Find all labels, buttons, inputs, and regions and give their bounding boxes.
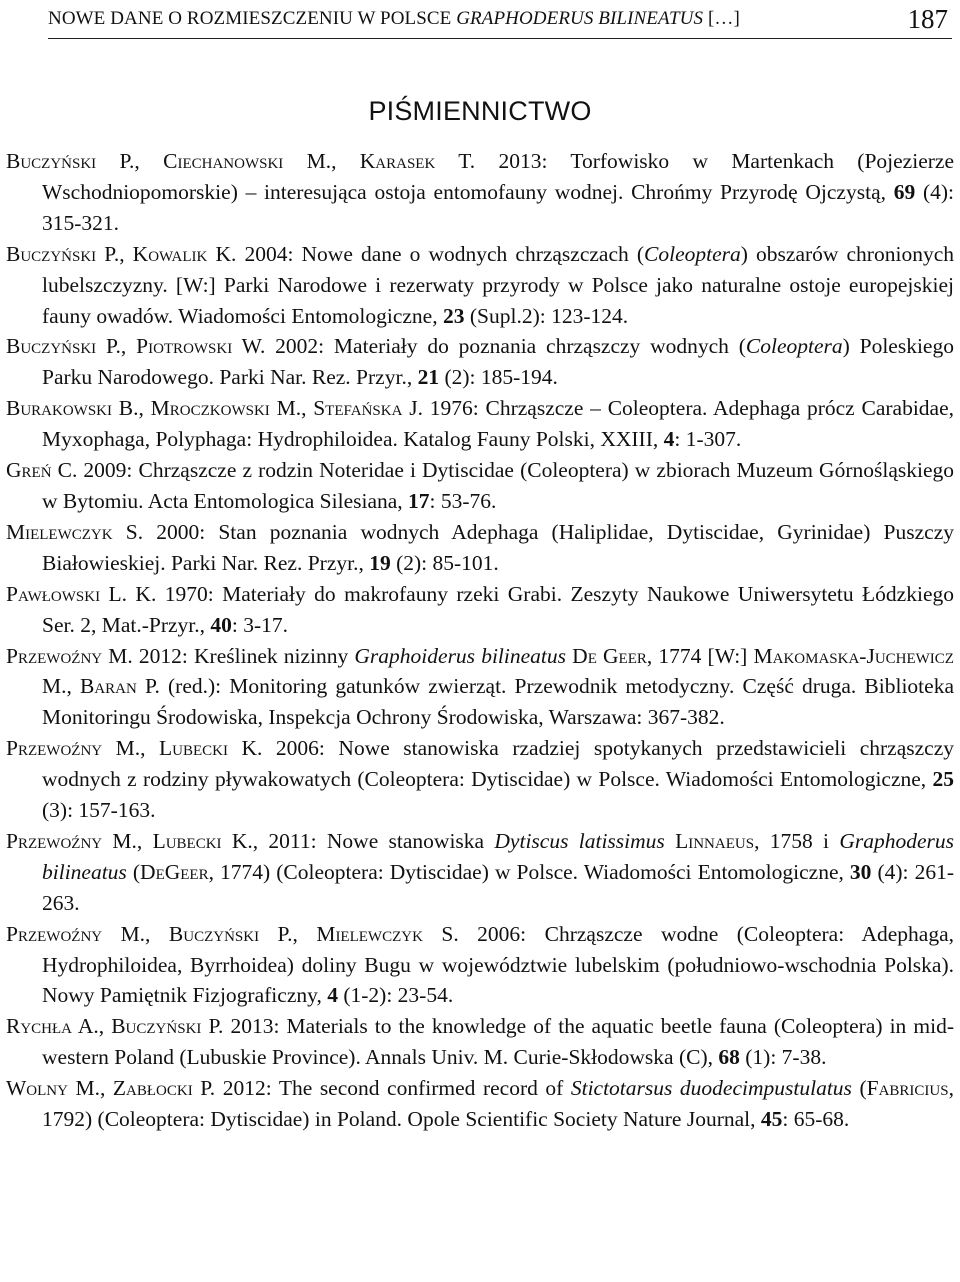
reference-text: 2012: The second confirmed record of [215,1076,571,1101]
reference-author: Buczyński P., Kowalik K. [6,241,237,266]
reference-author: De Geer [572,643,647,668]
reference-text: 2004: Nowe dane o wodnych chrząszczach ( [236,241,645,266]
reference-text: 2013: Torfowisko w Martenkach (Pojezierze Wschodniopomorskie) – interesująca ostoja entomofauny wodnej. Chrońmy Przyrodę Ojczystą, [42,149,954,204]
reference-volume: 45 [760,1107,783,1132]
reference-list [6,146,954,1135]
reference-text: 2006: Chrząszcze wodne (Coleoptera: Adephaga, Hydrophiloidea, Byrrhoidea) doliny Bugu w województwie lubelskim (południowo-wschodnia Polska). Nowy Pamiętnik Fizjograficzny, [42,921,954,1008]
reference-text: , 1774 [W:] [646,643,754,668]
reference-text: (2): 185-194. [439,365,558,390]
reference-text: 1970: Materiały do makrofauny rzeki Grabi. Zeszyty Naukowe Uniwersytetu Łódzkiego Ser. 2, Mat.-Przyr., [42,581,954,637]
reference-text: (4): 315-321. [42,179,954,235]
reference-volume: 17 [408,488,430,513]
reference-author: Przewoźny M., Lubecki K. [6,736,263,761]
reference-author: Wolny M., Zabłocki P. [6,1076,216,1101]
reference-przewozny-2006 [6,733,954,826]
reference-przewozny-2011 [6,826,954,919]
reference-taxon: Coleoptera [745,334,843,359]
reference-taxon: Dytiscus latissimus [494,828,665,853]
reference-text: , 1774) (Coleoptera: Dytiscidae) w Polsce. Wiadomości Entomologiczne, [208,859,850,884]
reference-taxon: Graphoiderus bilineatus [354,643,567,668]
reference-author: Buczyński P., Piotrowski W. [6,334,266,359]
reference-volume: 4 [663,427,675,452]
reference-volume: 21 [417,365,440,390]
reference-text: (3): 157-163. [42,798,156,823]
reference-text: (Supl.2): 123-124. [464,303,629,328]
reference-wolny-2012 [6,1073,954,1135]
reference-text: 2013: Materials to the knowledge of the aquatic beetle fauna (Coleoptera) in mid-western Poland (Lubuskie Province). Annals Univ. M. Curie-Skłodowska (C), [42,1014,954,1070]
reference-buczynski-2004 [6,239,954,332]
reference-text: ( [851,1076,867,1101]
reference-text: , 1792) (Coleoptera: Dytiscidae) in Poland. Opole Scientific Society Nature Journal, [42,1076,954,1132]
reference-text: 1976: Chrząszcze – Coleoptera. Adephaga prócz Carabidae, Myxophaga, Polyphaga: Hydrophiloidea. Katalog Fauny Polski, XXIII, [42,396,954,452]
reference-author: Burakowski B., Mroczkowski M., Stefańska J. [6,396,423,421]
reference-text: : 3-17. [231,612,289,637]
reference-buczynski-2002 [6,331,954,393]
reference-text [665,829,675,853]
running-title [48,8,740,30]
running-title-suffix: […] [703,8,740,29]
reference-taxon: Coleoptera [644,241,741,266]
reference-mielewczyk-2000 [6,517,954,579]
running-title-prefix: NOWE DANE O ROZMIESZCZENIU W POLSCE [48,8,457,29]
reference-text: ) Poleskiego Parku Narodowego. Parki Nar. Rez. Przyr., [42,334,954,390]
page-number: 187 [907,3,948,34]
reference-text: 2012: Kreślinek nizinny [132,643,355,668]
reference-volume: 68 [718,1045,740,1070]
reference-rychla-2013 [6,1011,954,1073]
reference-author: Buczyński P., Ciechanowski M., Karasek T. [6,149,476,173]
reference-text: : 65-68. [782,1107,850,1132]
reference-text: (1): 7-38. [739,1045,827,1070]
reference-author: Przewoźny M., Lubecki K. [6,828,253,853]
reference-text: ) obszarów chronionych lubelszczyzny. [W:] Parki Narodowe i rezerwaty przyrody w Polsce jako naturalne ostoje europejskiej fauny owadów. Wiadomości Entomologiczne, [42,241,954,328]
reference-przewozny-2006b [6,919,954,1012]
reference-volume: 19 [369,550,391,575]
reference-text: 2009: Chrząszcze z rodzin Noteridae i Dytiscidae (Coleoptera) w zbiorach Muzeum Górnośląskiego w Bytomiu. Acta Entomologica Silesiana, [42,458,954,513]
reference-text: 2002: Materiały do poznania chrząszczy wodnych ( [265,334,746,359]
reference-author: Pawłowski L. K. [6,581,157,606]
reference-text: : 53-76. [429,488,497,513]
reference-text: : 1-307. [674,427,742,452]
reference-text: ( [126,859,141,884]
reference-author: Linnaeus [675,828,755,853]
reference-taxon: Stictotarsus duodecimpustulatus [570,1076,852,1101]
reference-burakowski-1976 [6,393,954,455]
reference-author: Rychła A., Buczyński P. [6,1014,224,1039]
reference-text: (2): 85-101. [390,550,499,575]
reference-author: DeGeer [140,859,209,884]
reference-text: , 1758 i [754,828,840,853]
reference-author: Przewoźny M., Buczyński P., Mielewczyk S. [6,921,459,946]
reference-buczynski-2013 [6,146,954,239]
running-header [48,0,952,39]
reference-gren-2009 [6,455,954,517]
reference-text: (4): 261-263. [42,859,954,915]
running-title-species: GRAPHODERUS BILINEATUS [456,8,704,29]
reference-text: (red.): Monitoring gatunków zwierząt. Przewodnik metodyczny. Część druga. Biblioteka Monitoringu Środowiska, Inspekcja Ochrony Środowiska, Warszawa: 367-382. [42,674,954,730]
reference-text: , 2011: Nowe stanowiska [252,828,495,853]
reference-volume: 23 [442,303,465,328]
reference-volume: 40 [210,612,232,637]
reference-przewozny-2012 [6,641,954,734]
reference-pawlowski-1970 [6,579,954,641]
reference-author: Greń C. [6,458,78,483]
reference-volume: 30 [849,859,872,884]
reference-text: (1-2): 23-54. [337,983,454,1008]
reference-author: Mielewczyk S. [6,519,144,544]
reference-author: Fabricius [866,1076,949,1101]
section-title: PIŚMIENNICTWO [368,96,592,126]
reference-author: Przewoźny M. [6,643,133,668]
reference-volume: 25 [932,767,954,792]
reference-volume: 69 [893,179,916,204]
reference-taxon: Graphoderus bilineatus [42,828,954,884]
reference-author: Makomaska-Juchewicz M., Baran P. [42,643,954,699]
reference-text: 2006: Nowe stanowiska rzadziej spotykanych przedstawicieli chrząszczy wodnych z rodziny pływakowatych (Coleoptera: Dytiscidae) w Polsce. Wiadomości Entomologiczne, [42,736,955,792]
reference-text: 2000: Stan poznania wodnych Adephaga (Haliplidae, Dytiscidae, Gyrinidae) Puszczy Białowieskiej. Parki Nar. Rez. Przyr., [42,519,954,575]
reference-volume: 4 [327,983,338,1008]
